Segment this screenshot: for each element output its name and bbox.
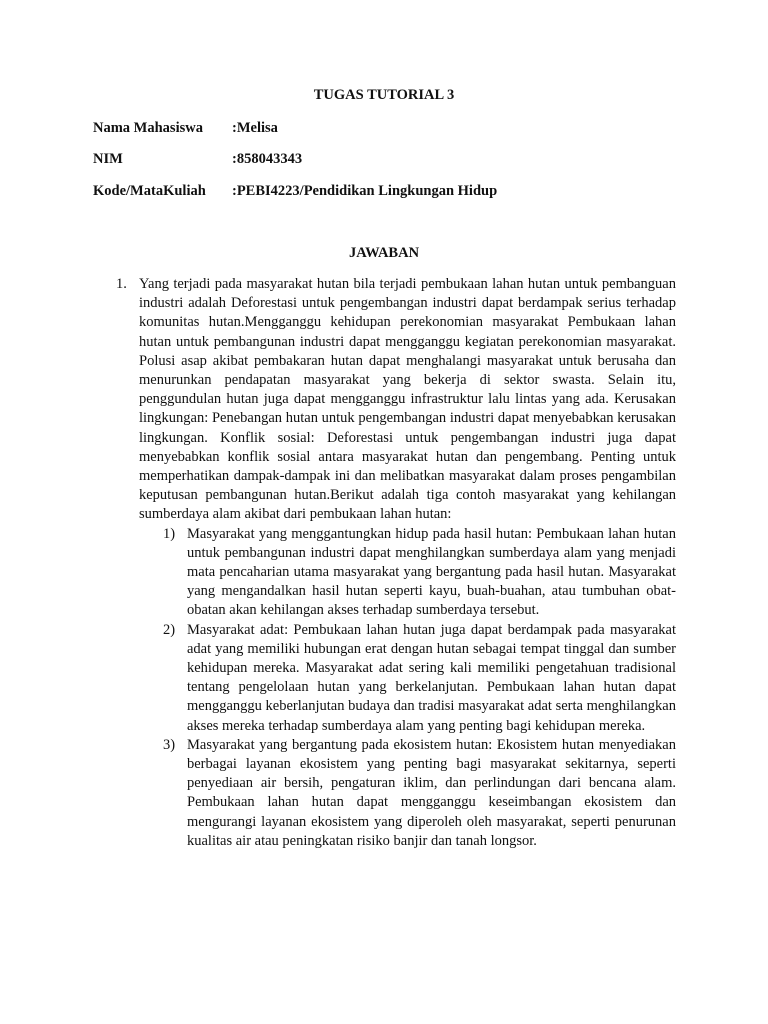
answer-number: 1. [116, 276, 127, 292]
sub-item [163, 621, 676, 736]
course-label: Kode/MataKuliah [93, 183, 206, 199]
answer-heading: JAWABAN [348, 245, 420, 261]
student-nim-label: NIM [93, 151, 123, 167]
answer-body [116, 275, 676, 851]
document-title: TUGAS TUTORIAL 3 [313, 87, 455, 103]
answer-item [116, 275, 676, 851]
student-nim-value: :858043343 [232, 151, 303, 167]
sub-item-text: Masyarakat yang menggantungkan hidup pada hasil hutan: Pembukaan lahan hutan untuk pembangunan industri dapat menghilangkan sumberdaya alam yang menjadi mata pencaharian utama masyarakat yang bergantung pada hasil hutan. Masyarakat yang mengandalkan hasil hutan seperti kayu, buah-buahan, atau tumbuhan obat-obatan akan kehilangan akses terhadap sumberdaya tersebut. [187, 525, 676, 619]
sub-item-number: 2) [163, 621, 176, 638]
student-name-label: Nama Mahasiswa [93, 120, 203, 136]
sub-item-text: Masyarakat adat: Pembukaan lahan hutan juga dapat berdampak pada masyarakat adat yang memiliki hubungan erat dengan hutan sebagai tempat tinggal dan sumber kehidupan mereka. Masyarakat adat sering kali memiliki pengetahuan tradisional tentang pengelolaan hutan yang berkelanjutan. Pembukaan lahan hutan dapat mengganggu keberlanjutan budaya dan tradisi masyarakat adat serta menghilangkan akses mereka terhadap sumberdaya alam yang penting bagi kehidupan mereka. [187, 621, 676, 734]
answer-text: Yang terjadi pada masyarakat hutan bila terjadi pembukaan lahan hutan untuk pembanguan industri adalah Deforestasi untuk pengembangan industri dapat berdampak serius terhadap komunitas hutan.Mengganggu kehidupan perekonomian masyarakat Pembukaan lahan hutan untuk pembangunan industri dapat mengganggu kegiatan perekonomian masyarakat. Polusi asap akibat pembakaran hutan dapat menghalangi masyarakat untuk berusaha dan menurunkan pendapatan masyarakat yang bekerja di sektor swasta. Selain itu, penggundulan hutan juga dapat mengganggu infrastruktur lalu lintas yang ada. Kerusakan lingkungan: Penebangan hutan untuk pengembangan industri dapat menyebabkan kerusakan lingkungan. Konflik sosial: Deforestasi untuk pengembangan industri juga dapat menyebabkan konflik sosial antara masyarakat hutan dan pengembang. Penting untuk memperhatikan dampak-dampak ini dan melibatkan masyarakat dalam proses pengambilan keputusan pembangunan hutan.Berikut adalah tiga contoh masyarakat yang kehilangan sumberdaya alam akibat dari pembukaan lahan hutan: [139, 276, 676, 523]
sub-item [163, 736, 676, 851]
answer-sublist [163, 525, 676, 851]
sub-item [163, 525, 676, 621]
sub-item-text: Masyarakat yang bergantung pada ekosistem hutan: Ekosistem hutan menyediakan berbagai layanan ekosistem yang penting bagi masyarakat sekitarnya, seperti penyediaan air bersih, pengaturan iklim, dan perlindungan dari bencana alam. Pembukaan lahan hutan dapat mengganggu keseimbangan ekosistem dan mengurangi layanan ekosistem yang diperoleh oleh masyarakat, seperti penurunan kualitas air atau peningkatan risiko banjir dan tanah longsor. [187, 736, 676, 849]
course-value: :PEBI4223/Pendidikan Lingkungan Hidup [232, 183, 498, 199]
sub-item-number: 1) [163, 525, 176, 542]
student-name-value: :Melisa [232, 120, 278, 136]
sub-item-number: 3) [163, 736, 176, 753]
